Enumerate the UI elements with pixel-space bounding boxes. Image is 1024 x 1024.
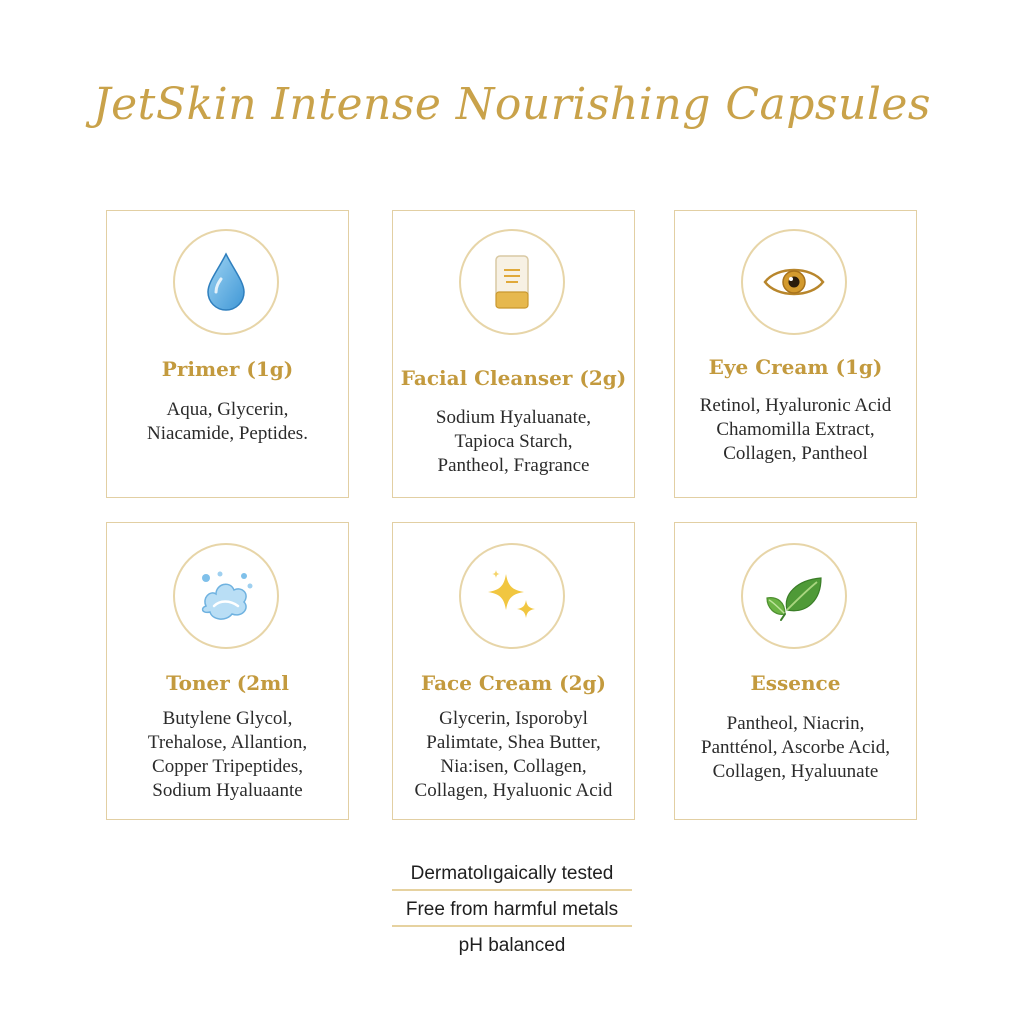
icon-ring: [741, 543, 847, 649]
icon-ring: [741, 229, 847, 335]
product-card-eye-cream: [674, 210, 917, 498]
product-card-primer: [106, 210, 349, 498]
eye-icon: [763, 262, 825, 302]
product-card-face-cream: [392, 522, 635, 820]
product-ingredients: Pantheol, Niacrin, Pantténol, Ascorbe Acid, Collagen, Hyaluunate: [701, 713, 890, 782]
product-ingredients: Retinol, Hyaluronic Acid Chamomilla Extract, Collagen, Pantheol: [699, 395, 892, 464]
product-name: Essence: [750, 671, 841, 695]
product-ingredients: Butylene Glycol, Trehalose, Allantion, Copper Tripeptides, Sodium Hyaluaante: [147, 708, 308, 801]
sparkle-icon: [484, 568, 540, 624]
icon-ring: [459, 229, 565, 335]
water-splash-icon: [196, 568, 256, 624]
product-name: Face Cream (2g): [420, 671, 607, 695]
product-card-essence: [674, 522, 917, 820]
product-ingredients: Aqua, Glycerin, Niacamide, Peptides.: [147, 399, 308, 444]
product-card-facial-cleanser: [392, 210, 635, 498]
product-name: Toner (2ml: [166, 671, 289, 695]
product-ingredients: Glycerin, Isporobyl Palimtate, Shea Butter, Nia:isen, Collagen, Collagen, Hyaluonic Acid: [414, 708, 613, 801]
product-name: Facial Cleanser (2g): [400, 366, 627, 390]
icon-ring: [459, 543, 565, 649]
icon-ring: [173, 543, 279, 649]
claim-item: Free from harmful metals: [405, 899, 619, 920]
product-card-toner: [106, 522, 349, 820]
cream-tube-icon: [492, 252, 532, 312]
product-name: Eye Cream (1g): [708, 355, 883, 379]
product-grid: [106, 210, 919, 820]
water-drop-icon: [204, 252, 248, 312]
product-ingredients: Sodium Hyaluanate, Tapioca Starch, Pantheol, Fragrance: [435, 407, 592, 476]
claim-item: Dermatolıgaically tested: [410, 863, 614, 884]
icon-ring: [173, 229, 279, 335]
product-name: Primer (1g): [161, 357, 294, 381]
page-title: JetSkin Intense Nourishing Capsules: [92, 79, 932, 130]
claim-item: pH balanced: [458, 935, 566, 956]
claims-list: [392, 855, 632, 961]
leaf-icon: [763, 570, 825, 622]
